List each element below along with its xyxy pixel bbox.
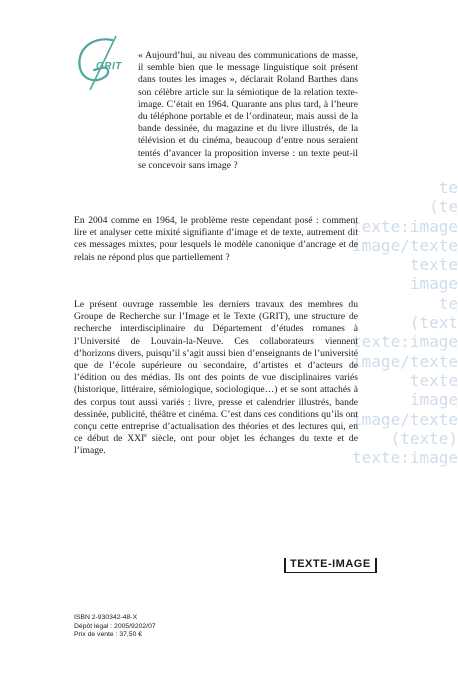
presentation-paragraph-end: siècle, ont pour objet les échanges du texte et de l’image. bbox=[74, 433, 358, 457]
legal-deposit: Dépôt légal : 2005/9202/07 bbox=[74, 622, 156, 630]
intro-paragraph-text: « Aujourd’hui, au niveau des communications de masse, il semble bien que le message linguistique soit présent dans toutes les images », déclarait Roland Barthes dans son célèbre article sur la sémiotique de la relation texte-image. C’était en 1964. Quarante ans plus tard, à l’heure du téléphone portable et de l’ordinateur, mais aussi de la bande dessinée, du magazine et du livre illustrés, de la télévision et du cinéma, beaucoup d’entre nous seraient tentés d’avancer la proposition inverse : un texte peut-il se concevoir sans image ? bbox=[138, 50, 358, 171]
watermark-line: (texte) bbox=[390, 428, 458, 448]
series-label: TEXTE-IMAGE bbox=[284, 558, 377, 573]
watermark-line: image bbox=[409, 274, 458, 294]
watermark-line: te bbox=[438, 178, 458, 197]
watermark-line: image/texte bbox=[352, 235, 458, 255]
presentation-paragraph bbox=[74, 299, 358, 458]
watermark-line: texte:image bbox=[352, 332, 458, 352]
watermark-line: texte:image bbox=[352, 216, 458, 236]
legal-info bbox=[74, 614, 156, 640]
century-superscript: e bbox=[144, 433, 147, 440]
presentation-paragraph-text: Le présent ouvrage rassemble les derniers travaux des membres du Groupe de Recherche sur l’Image et le Texte (GRIT), une structure de recherche interdisciplinaire du Département d’études romanes à l’Université de Louvain-la-Neuve. Ces collaborateurs viennent d’horizons divers, puisqu’il s’agit aussi bien d’enseignants de l’université que de l’école supérieure ou secondaire, d’artistes et d’acteurs de l’édition ou des médias. Ils ont des points de vue disciplinaires variés (historique, littéraire, sémiologique, sociologique…) et se sont attachés à des corpus tout aussi variés : livre, presse et calendrier illustrés, bande dessinée, publicité, théâtre et cinéma. C’est dans ces conditions qu’ils ont conçu cette entreprise d’actualisation des théories et des lectures qui, en ce début de XXI bbox=[74, 299, 358, 445]
logo-letters: GRIT bbox=[96, 61, 122, 72]
isbn: ISBN 2-930342-48-X bbox=[74, 614, 138, 621]
watermark-line: (text bbox=[409, 313, 458, 333]
price: Prix de vente : 37,50 € bbox=[74, 631, 143, 639]
watermark-line: te bbox=[438, 293, 458, 313]
texte-image-watermark bbox=[350, 178, 458, 478]
problem-paragraph-text: En 2004 comme en 1964, le problème reste cependant posé : comment lire et analyser cette mixité signifiante d’image et de texte, autrement dit ces messages mixtes, pour lesquels le modèle canonique d’ancrage et de relais ne répond plus que partiellement ? bbox=[74, 215, 358, 263]
watermark-line: texte bbox=[409, 255, 458, 275]
intro-paragraph bbox=[74, 50, 358, 172]
problem-paragraph bbox=[74, 215, 358, 264]
watermark-line: image bbox=[409, 390, 458, 410]
watermark-line: (te bbox=[429, 197, 458, 217]
watermark-line: image/texte bbox=[352, 409, 458, 429]
watermark-line: texte bbox=[409, 370, 458, 390]
watermark-line: texte:image bbox=[352, 448, 458, 468]
watermark-line: image/texte bbox=[352, 351, 458, 371]
